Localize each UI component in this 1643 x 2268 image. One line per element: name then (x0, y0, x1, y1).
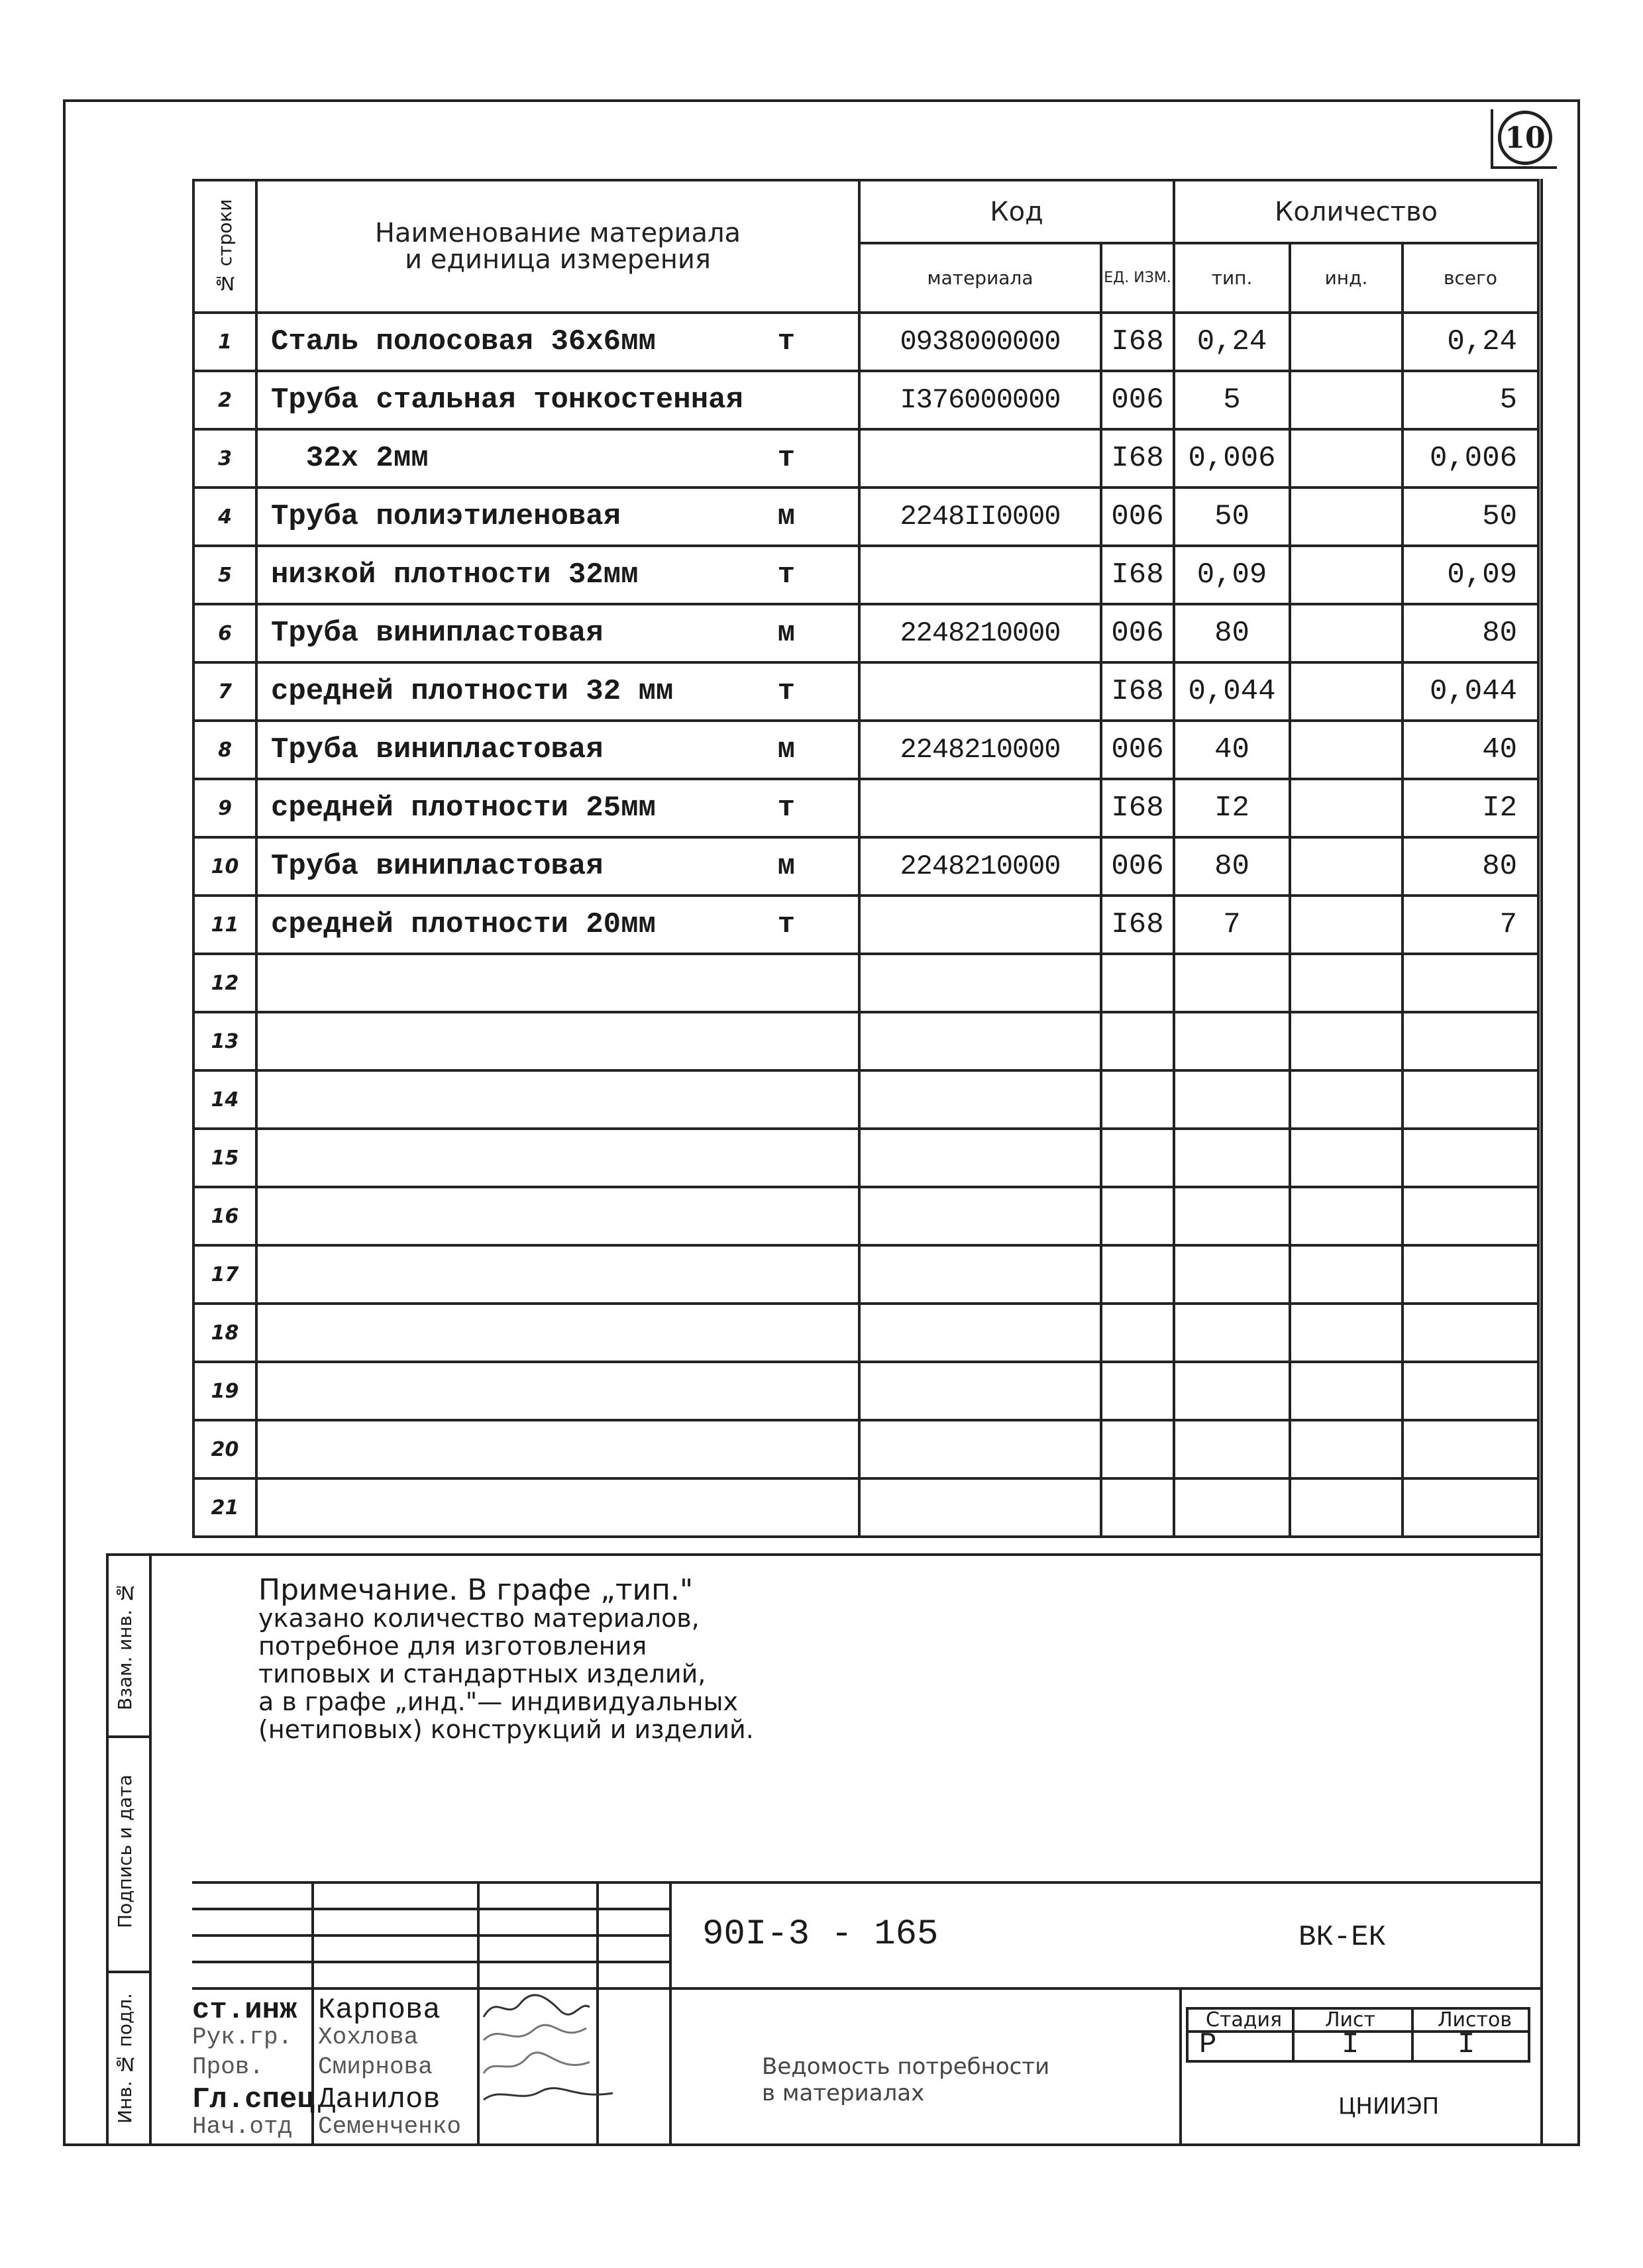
qty-typ (1174, 1129, 1290, 1187)
doc-title-line-2: в материалах (762, 2080, 925, 2106)
row-number: 13 (193, 1012, 256, 1070)
measure-unit: т (777, 442, 795, 475)
qty-total: 80 (1403, 837, 1538, 896)
material-code: 0938000000 (859, 313, 1101, 371)
right-border-lower (1540, 179, 1543, 2146)
unit-code (1101, 1362, 1174, 1420)
row-number: 11 (193, 896, 256, 954)
material-code (859, 1012, 1101, 1070)
unit-code (1101, 1012, 1174, 1070)
side-divider-1 (106, 1735, 149, 1738)
material-name (256, 1070, 859, 1129)
table-row (193, 837, 1538, 896)
qty-typ: 0,09 (1174, 546, 1290, 604)
material-code (859, 546, 1101, 604)
material-name (256, 1245, 859, 1304)
material-name (256, 1478, 859, 1537)
side-divider-2 (106, 1971, 149, 1973)
stage-box-r (1528, 2007, 1530, 2060)
qty-total: 5 (1403, 371, 1538, 429)
doc-mark: ВК-ЕК (1298, 1921, 1387, 1954)
qty-total (1403, 1420, 1538, 1478)
material-name (256, 779, 859, 837)
header-typ: тип. (1174, 243, 1290, 313)
stadia-value: Р (1199, 2028, 1217, 2061)
sheet-number-box (1491, 109, 1557, 169)
qty-total (1403, 1362, 1538, 1420)
signature-smirnova (480, 2050, 593, 2080)
material-name (256, 371, 859, 429)
qty-ind (1290, 1420, 1403, 1478)
material-name-text: средней плотности 32 мм (271, 675, 674, 708)
row-number: 1 (193, 313, 256, 371)
material-name-text: средней плотности 20мм (271, 908, 656, 941)
qty-ind (1290, 1245, 1403, 1304)
material-name-text: низкой плотности 32мм (271, 558, 639, 592)
unit-code (1101, 1129, 1174, 1187)
qty-ind (1290, 1070, 1403, 1129)
material-code (859, 1420, 1101, 1478)
tb-col-2 (477, 1881, 480, 2146)
qty-total: 0,24 (1403, 313, 1538, 371)
qty-ind (1290, 662, 1403, 721)
measure-unit: т (777, 558, 795, 592)
material-name-text: 32х 2мм (271, 442, 429, 475)
material-code: I376000000 (859, 371, 1101, 429)
material-code: 2248210000 (859, 837, 1101, 896)
qty-total: I2 (1403, 779, 1538, 837)
qty-total (1403, 1070, 1538, 1129)
unit-code: I68 (1101, 546, 1174, 604)
qty-typ: 40 (1174, 721, 1290, 779)
role-4: Гл.спец (192, 2083, 315, 2116)
row-number: 12 (193, 954, 256, 1012)
row-number: 21 (193, 1478, 256, 1537)
material-name (256, 1187, 859, 1245)
header-name: Наименование материала и единица измерения (256, 180, 859, 313)
material-name (256, 721, 859, 779)
note-line-5: а в графе „инд."— индивидуальных (258, 1687, 738, 1716)
doc-code: 90I-3 - 165 (702, 1914, 939, 1955)
qty-total (1403, 1478, 1538, 1537)
qty-typ: 5 (1174, 371, 1290, 429)
measure-unit: т (777, 325, 795, 358)
note-line-6: (нетиповых) конструкций и изделий. (258, 1715, 754, 1744)
material-name-text: Труба полиэтиленовая (271, 500, 621, 533)
stage-box-c1 (1292, 2007, 1295, 2060)
qty-ind (1290, 1129, 1403, 1187)
row-number: 16 (193, 1187, 256, 1245)
side-label-inv: Инв. № подл. (114, 1992, 136, 2124)
list-label: Лист (1325, 2008, 1376, 2032)
header-unit: ЕД. ИЗМ. (1101, 243, 1174, 313)
qty-total (1403, 1187, 1538, 1245)
unit-code: I68 (1101, 313, 1174, 371)
material-code (859, 1245, 1101, 1304)
qty-ind (1290, 313, 1403, 371)
org-name: ЦНИИЭП (1338, 2093, 1440, 2120)
material-code (859, 1478, 1101, 1537)
signature-khokhlova (480, 2020, 593, 2050)
name-4: Данилов (318, 2083, 441, 2116)
qty-ind (1290, 1362, 1403, 1420)
table-row (193, 429, 1538, 488)
qty-ind (1290, 1187, 1403, 1245)
table-row (193, 1304, 1538, 1362)
qty-total: 50 (1403, 488, 1538, 546)
qty-typ (1174, 1187, 1290, 1245)
table-row (193, 488, 1538, 546)
table-row (193, 371, 1538, 429)
unit-code: 006 (1101, 604, 1174, 662)
header-material-code: материала (859, 243, 1101, 313)
material-name (256, 1129, 859, 1187)
unit-code: 006 (1101, 371, 1174, 429)
material-name (256, 429, 859, 488)
role-5: Нач.отд (192, 2113, 293, 2140)
table-row (193, 662, 1538, 721)
table-row (193, 1070, 1538, 1129)
qty-ind (1290, 1012, 1403, 1070)
row-number: 14 (193, 1070, 256, 1129)
material-name (256, 1362, 859, 1420)
material-name-text: Труба стальная тонкостенная (271, 384, 743, 417)
unit-code (1101, 1420, 1174, 1478)
material-code: 2248210000 (859, 721, 1101, 779)
list-value: I (1342, 2028, 1359, 2061)
signature-danilov (480, 2080, 619, 2110)
qty-typ (1174, 1070, 1290, 1129)
material-name-text: средней плотности 25мм (271, 792, 656, 825)
qty-total (1403, 1304, 1538, 1362)
row-number: 8 (193, 721, 256, 779)
name-1: Карпова (318, 1994, 441, 2027)
tb-col-4 (669, 1881, 672, 2146)
table-row (193, 313, 1538, 371)
qty-total: 40 (1403, 721, 1538, 779)
table-row (193, 1478, 1538, 1537)
material-code: 2248II0000 (859, 488, 1101, 546)
row-number: 20 (193, 1420, 256, 1478)
material-code (859, 896, 1101, 954)
qty-typ: 80 (1174, 837, 1290, 896)
table-row (193, 1012, 1538, 1070)
unit-code (1101, 1070, 1174, 1129)
row-number: 3 (193, 429, 256, 488)
row-number: 6 (193, 604, 256, 662)
qty-ind (1290, 779, 1403, 837)
row-number: 17 (193, 1245, 256, 1304)
stage-box-l (1186, 2007, 1189, 2060)
role-2: Рук.гр. (192, 2024, 293, 2051)
qty-total: 0,044 (1403, 662, 1538, 721)
qty-total (1403, 1129, 1538, 1187)
qty-ind (1290, 371, 1403, 429)
unit-code (1101, 1187, 1174, 1245)
material-code (859, 1187, 1101, 1245)
qty-typ (1174, 1304, 1290, 1362)
material-name (256, 1420, 859, 1478)
table-row (193, 546, 1538, 604)
unit-code: 006 (1101, 721, 1174, 779)
material-name (256, 662, 859, 721)
row-number: 10 (193, 837, 256, 896)
signature-karpova (480, 1990, 593, 2024)
material-code (859, 1304, 1101, 1362)
material-name (256, 1304, 859, 1362)
qty-ind (1290, 604, 1403, 662)
qty-ind (1290, 1304, 1403, 1362)
name-3: Смирнова (318, 2053, 433, 2081)
qty-typ: 0,006 (1174, 429, 1290, 488)
unit-code: I68 (1101, 896, 1174, 954)
doc-title-line-1: Ведомость потребности (762, 2053, 1050, 2080)
material-code (859, 429, 1101, 488)
material-name-text: Труба винипластовая (271, 733, 604, 766)
qty-ind (1290, 896, 1403, 954)
qty-total: 0,006 (1403, 429, 1538, 488)
materials-table (192, 179, 1540, 1538)
left-margin-inner-rule (149, 1553, 152, 2146)
qty-ind (1290, 721, 1403, 779)
table-row (193, 604, 1538, 662)
unit-code: 006 (1101, 837, 1174, 896)
row-number: 18 (193, 1304, 256, 1362)
qty-total (1403, 954, 1538, 1012)
table-bottom-rule (106, 1553, 1540, 1556)
title-block-mid (192, 1987, 1540, 1990)
sheet-number: 10 (1498, 111, 1552, 165)
role-3: Пров. (192, 2053, 264, 2081)
unit-code (1101, 1245, 1174, 1304)
left-margin-column-rule (106, 1553, 109, 2146)
qty-typ: 80 (1174, 604, 1290, 662)
name-2: Хохлова (318, 2024, 419, 2051)
header-code: Код (859, 180, 1174, 243)
table-row (193, 1245, 1538, 1304)
table-row (193, 896, 1538, 954)
stadia-label: Стадия (1206, 2008, 1283, 2032)
qty-total: 7 (1403, 896, 1538, 954)
qty-typ (1174, 1362, 1290, 1420)
qty-total: 80 (1403, 604, 1538, 662)
qty-typ (1174, 1245, 1290, 1304)
table-row (193, 1420, 1538, 1478)
side-label-podpis: Подпись и дата (114, 1775, 136, 1928)
unit-code: I68 (1101, 429, 1174, 488)
title-block-top (192, 1881, 1540, 1884)
material-name (256, 896, 859, 954)
header-total: всего (1403, 243, 1538, 313)
listov-value: I (1458, 2028, 1475, 2061)
qty-ind (1290, 488, 1403, 546)
qty-ind (1290, 954, 1403, 1012)
note-line-3: потребное для изготовления (258, 1631, 647, 1661)
measure-unit: т (777, 675, 795, 708)
table-row (193, 1187, 1538, 1245)
row-number: 5 (193, 546, 256, 604)
qty-typ: 7 (1174, 896, 1290, 954)
material-code (859, 1362, 1101, 1420)
row-number: 2 (193, 371, 256, 429)
measure-unit: м (777, 617, 795, 650)
unit-code (1101, 1304, 1174, 1362)
qty-typ (1174, 1478, 1290, 1537)
material-code (859, 1070, 1101, 1129)
qty-ind (1290, 837, 1403, 896)
table-row (193, 721, 1538, 779)
measure-unit: т (777, 908, 795, 941)
material-name-text: Труба винипластовая (271, 850, 604, 883)
measure-unit: т (777, 792, 795, 825)
stage-box-c2 (1411, 2007, 1414, 2060)
note-line-2: указано количество материалов, (258, 1604, 700, 1633)
material-code (859, 1129, 1101, 1187)
qty-typ (1174, 954, 1290, 1012)
row-number: 4 (193, 488, 256, 546)
material-name (256, 1012, 859, 1070)
qty-ind (1290, 429, 1403, 488)
unit-code: I68 (1101, 662, 1174, 721)
qty-ind (1290, 1478, 1403, 1537)
qty-typ: I2 (1174, 779, 1290, 837)
material-name-text: Труба винипластовая (271, 617, 604, 650)
note-block (258, 1573, 754, 1744)
side-label-vzam: Взам. инв. № (114, 1582, 136, 1710)
tb-col-5 (1179, 1987, 1182, 2146)
row-number: 19 (193, 1362, 256, 1420)
note-line-4: типовых и стандартных изделий, (258, 1659, 706, 1688)
material-name-text: Сталь полосовая 36х6мм (271, 325, 656, 358)
qty-ind (1290, 546, 1403, 604)
measure-unit: м (777, 500, 795, 533)
qty-total (1403, 1245, 1538, 1304)
row-number: 7 (193, 662, 256, 721)
table-row (193, 779, 1538, 837)
unit-code: I68 (1101, 779, 1174, 837)
measure-unit: м (777, 733, 795, 766)
qty-typ (1174, 1012, 1290, 1070)
listov-label: Листов (1438, 2008, 1512, 2032)
measure-unit: м (777, 850, 795, 883)
row-number: 15 (193, 1129, 256, 1187)
material-name (256, 313, 859, 371)
qty-total: 0,09 (1403, 546, 1538, 604)
material-code (859, 779, 1101, 837)
material-name (256, 488, 859, 546)
unit-code (1101, 1478, 1174, 1537)
qty-typ: 0,24 (1174, 313, 1290, 371)
header-ind: инд. (1290, 243, 1403, 313)
table-row (193, 954, 1538, 1012)
qty-typ: 50 (1174, 488, 1290, 546)
material-code (859, 662, 1101, 721)
unit-code (1101, 954, 1174, 1012)
material-name (256, 604, 859, 662)
header-row-no: № строки (193, 180, 256, 313)
qty-total (1403, 1012, 1538, 1070)
name-5: Семенченко (318, 2113, 462, 2140)
qty-typ: 0,044 (1174, 662, 1290, 721)
material-code: 2248210000 (859, 604, 1101, 662)
header-quantity: Количество (1174, 180, 1538, 243)
qty-typ (1174, 1420, 1290, 1478)
table-row (193, 1362, 1538, 1420)
table-row (193, 1129, 1538, 1187)
material-code (859, 954, 1101, 1012)
note-line-1: Примечание. В графе „тип." (258, 1573, 694, 1607)
row-number: 9 (193, 779, 256, 837)
material-name (256, 546, 859, 604)
material-name (256, 837, 859, 896)
material-name (256, 954, 859, 1012)
role-1: ст.инж (192, 1994, 297, 2027)
unit-code: 006 (1101, 488, 1174, 546)
